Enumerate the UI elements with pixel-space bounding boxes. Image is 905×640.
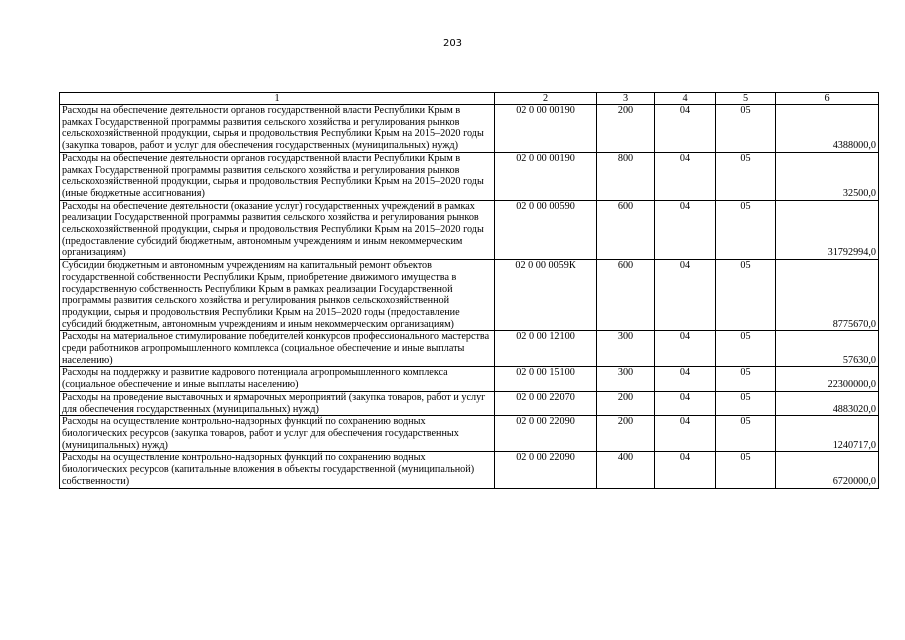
expense-name-cell: Расходы на осуществление контрольно-надзорных функций по сохранению водных биологических ресурсов (закупка товаров, работ и услуг для обеспечения государственных (муниципальных) нужд) [60, 416, 495, 452]
column-number-row [60, 93, 879, 105]
table-row [60, 391, 879, 415]
amount-cell: 22300000,0 [776, 367, 879, 391]
subsection-cell: 05 [716, 391, 776, 415]
expense-type-cell: 200 [597, 416, 655, 452]
subsection-cell: 05 [716, 152, 776, 200]
section-cell: 04 [655, 367, 716, 391]
subsection-cell: 05 [716, 452, 776, 488]
table-row [60, 416, 879, 452]
target-code-cell: 02 0 00 22090 [495, 452, 597, 488]
expense-name-cell: Расходы на поддержку и развитие кадрового потенциала агропромышленного комплекса (социальное обеспечение и иные выплаты населению) [60, 367, 495, 391]
expense-type-cell: 800 [597, 152, 655, 200]
subsection-cell: 05 [716, 367, 776, 391]
amount-cell: 57630,0 [776, 331, 879, 367]
expense-type-cell: 600 [597, 260, 655, 331]
target-code-cell: 02 0 00 0059К [495, 260, 597, 331]
target-code-cell: 02 0 00 00190 [495, 105, 597, 153]
table-row [60, 260, 879, 331]
section-cell: 04 [655, 152, 716, 200]
amount-cell: 6720000,0 [776, 452, 879, 488]
expense-name-cell: Расходы на обеспечение деятельности органов государственной власти Республики Крым в рамках Государственной программы развития сельского хозяйства и регулирования рынков сельскохозяйственной продукции, сырья и продовольствия Республики Крым на 2015–2020 годы (иные бюджетные ассигнования) [60, 152, 495, 200]
section-cell: 04 [655, 391, 716, 415]
expense-type-cell: 400 [597, 452, 655, 488]
subsection-cell: 05 [716, 260, 776, 331]
expense-name-cell: Расходы на обеспечение деятельности (оказание услуг) государственных учреждений в рамках реализации Государственной программы развития сельского хозяйства и регулирования рынков сельскохозяйственной продукции, сырья и продовольствия Республики Крым на 2015–2020 годы (предоставление субсидий бюджетным, автономным учреждениям и иным некоммерческим организациям) [60, 200, 495, 260]
expense-name-cell: Субсидии бюджетным и автономным учреждениям на капитальный ремонт объектов государственной собственности Республики Крым, приобретение движимого имущества в государственную собственность Республики Крым в рамках реализации Государственной программы развития сельского хозяйства и регулирования рынков сельскохозяйственной продукции, сырья и продовольствия Республики Крым на 2015–2020 годы (предоставление субсидий бюджетным, автономным учреждениям и иным некоммерческим организациям) [60, 260, 495, 331]
section-cell: 04 [655, 105, 716, 153]
section-cell: 04 [655, 331, 716, 367]
section-cell: 04 [655, 260, 716, 331]
section-cell: 04 [655, 416, 716, 452]
amount-cell: 31792994,0 [776, 200, 879, 260]
table-row [60, 452, 879, 488]
target-code-cell: 02 0 00 22070 [495, 391, 597, 415]
column-number: 4 [655, 93, 716, 105]
expense-type-cell: 300 [597, 367, 655, 391]
subsection-cell: 05 [716, 200, 776, 260]
amount-cell: 32500,0 [776, 152, 879, 200]
table-row [60, 331, 879, 367]
expense-type-cell: 200 [597, 105, 655, 153]
amount-cell: 4388000,0 [776, 105, 879, 153]
expense-type-cell: 600 [597, 200, 655, 260]
target-code-cell: 02 0 00 15100 [495, 367, 597, 391]
expense-type-cell: 200 [597, 391, 655, 415]
amount-cell: 8775670,0 [776, 260, 879, 331]
amount-cell: 4883020,0 [776, 391, 879, 415]
expense-name-cell: Расходы на обеспечение деятельности органов государственной власти Республики Крым в рамках Государственной программы развития сельского хозяйства и регулирования рынков сельскохозяйственной продукции, сырья и продовольствия Республики Крым на 2015–2020 годы (закупка товаров, работ и услуг для обеспечения государственных (муниципальных) нужд) [60, 105, 495, 153]
subsection-cell: 05 [716, 105, 776, 153]
expense-name-cell: Расходы на материальное стимулирование победителей конкурсов профессионального мастерства среди работников агропромышленного комплекса (социальное обеспечение и иные выплаты населению) [60, 331, 495, 367]
expense-type-cell: 300 [597, 331, 655, 367]
column-number: 2 [495, 93, 597, 105]
budget-table [59, 92, 879, 489]
column-number: 5 [716, 93, 776, 105]
expense-name-cell: Расходы на осуществление контрольно-надзорных функций по сохранению водных биологических ресурсов (капитальные вложения в объекты государственной (муниципальной) собственности) [60, 452, 495, 488]
table-row [60, 105, 879, 153]
table-row [60, 367, 879, 391]
section-cell: 04 [655, 452, 716, 488]
amount-cell: 1240717,0 [776, 416, 879, 452]
expense-name-cell: Расходы на проведение выставочных и ярмарочных мероприятий (закупка товаров, работ и услуг для обеспечения государственных (муниципальных) нужд) [60, 391, 495, 415]
target-code-cell: 02 0 00 12100 [495, 331, 597, 367]
subsection-cell: 05 [716, 416, 776, 452]
target-code-cell: 02 0 00 00190 [495, 152, 597, 200]
table-row [60, 200, 879, 260]
column-number: 1 [60, 93, 495, 105]
column-number: 3 [597, 93, 655, 105]
page-number: 203 [442, 38, 463, 49]
section-cell: 04 [655, 200, 716, 260]
target-code-cell: 02 0 00 22090 [495, 416, 597, 452]
column-number: 6 [776, 93, 879, 105]
subsection-cell: 05 [716, 331, 776, 367]
target-code-cell: 02 0 00 00590 [495, 200, 597, 260]
table-row [60, 152, 879, 200]
